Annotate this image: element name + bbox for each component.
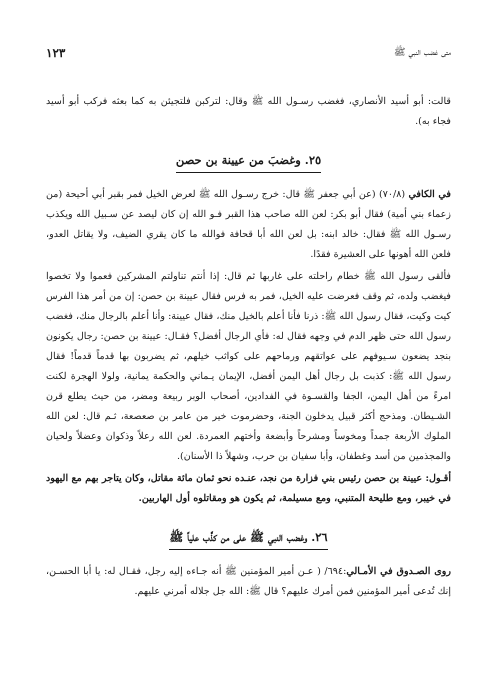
section-26-paragraph-1 (46, 562, 451, 602)
section-25-paragraph-1-text: (٧٠/٨) (عن أبي جعفر ﷺ قال: خرج رسـول الله ﷺ لعرض الخيل فمر بقبر أبي أحيحة (من زعماء بني أمية) فقال أبو بكر: لعن الله صاحب هذا القبر فـو الله إن كان ليصد عن سـبيل الله ويكذب رسـول الله ﷺ فقال: خالد ابنه: بل لعن الله أبا قحافة فوالله ما كان يقري الضيف، ولا يقاتل العدو، فلعن الله أهونها على العشيرة فقدًا. (46, 189, 451, 260)
intro-paragraph: قالت: أبو أسيد الأنصاري، فغضب رسـول الله ﷺ وقال: لتركبن فلتجيئن به كما بعثه فركب أبو أسيد فجاء به). (46, 96, 451, 127)
section-25-paragraph-1-lead: في الكافي (408, 189, 451, 200)
section-heading-25-text: ٢٥. وغضبَ من عيينة بن حصن (176, 150, 321, 173)
section-26-paragraph-1-lead: روى الصـدوق في الأمـالي (346, 566, 451, 577)
page-number: ١٢٣ (46, 46, 66, 60)
running-title: متى غضب النبي ﷺ (394, 47, 451, 58)
section-heading-26-text: ٢٦. وغضب النبي ﷺ على من كذَّب علياً ﷺ (169, 527, 327, 550)
section-heading-26 (46, 527, 451, 550)
page-body (46, 92, 451, 604)
section-heading-25 (46, 150, 451, 173)
section-25-paragraph-1 (46, 185, 451, 265)
section-26-paragraph-1-text: :٦٩٤/ ( عـن أمير المؤمنين ﷺ أنه جـاءه إليه رجل، فقـال له: يا أبا الحسـن، إنك تُدعى أمير المؤمنين فمن أمرك عليهم؟ قال ﷺ: الله جل جلاله أمرني عليهم. (46, 566, 451, 597)
running-header (46, 44, 451, 62)
section-25-paragraph-2: فألقى رسول الله ﷺ خطام راحلته على غاربها ثم قال: إذا أنتم تناولتم المشركين فعموا ولا تخصوا فيغضب ولده، ثم وقف فعرضت عليه الخيل، فمر به فرس فقال عيينة بن حصن: إن من أمر هذا الفرس كيت وكيت، فقال رسول الله ﷺ: ذرنا فأنا أعلم بالخيل منك، فقال عيينة: وأنا أعلم بالرجال منك، فغضب رسول الله حتى ظهر الدم في وجهه فقال له: فأي الرجال أفضل؟ فقـال: عيينة بن حصن: رجال يكونون بنجد يضعون سـيوفهم على عواتقهم ورماحهم على كواثب خيلهم، ثم يضربون بها قدماً قدماً! فقال رسول الله ﷺ: كذبت بل رجال أهل اليمن أفضل، الإيمان يـماني والحكمة يمانية، ولولا الهجرة لكنت امرءً من أهل اليمن، الجفا والقسـوة في الفدادين، أصحاب الوبر ربيعة ومضر، من حيث يطلع قرن الشـيطان. ومذحج أكثر قبيل يدخلون الجنة، وحضرموت خير من عامر بن صعصعة، ثـم قال: لعن الله الملوك الأربعة جمداً ومخوساً ومشرحاً وأبضعة وأختهم العمردة. لعن الله رعلاً وذكوان وعضلاً ولحيان والمجذمين من أسد وغطفان، وأبا سفيان بن حرب، وشهلاً ذا الأسنان). (46, 271, 451, 462)
section-25-note: أقـول: عيينة بن حصن رئيس بني فزارة من نجد، عنـده نحو ثمان مائة مقاتل، وكان يتاجر بهم مع اليهود في خيبر، ومع طليحة المتنبي، ومع مسيلمة، ثم يكون هو ومقاتلوه أول الهاربين. (46, 473, 451, 504)
